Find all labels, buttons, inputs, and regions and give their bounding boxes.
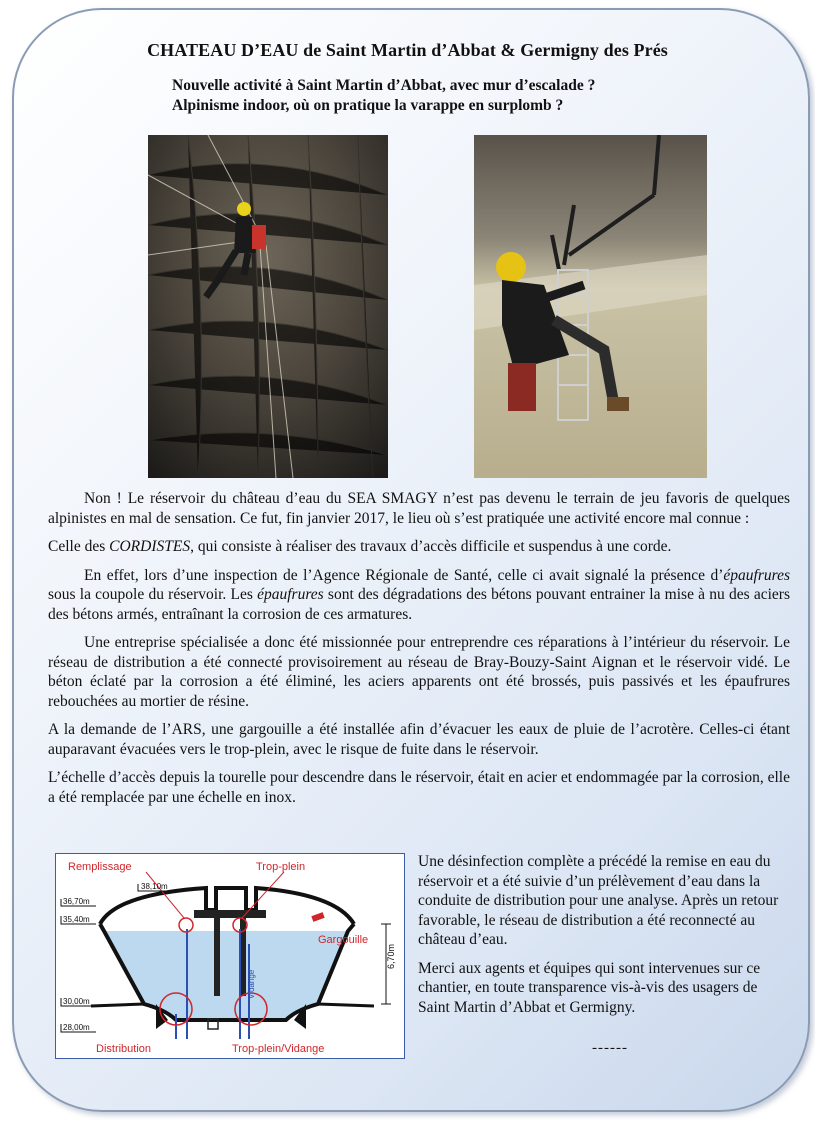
height-label: 6,70m — [386, 943, 396, 969]
trop-plein-label: Trop-plein — [256, 861, 306, 873]
photo-climber-ladder — [474, 135, 707, 478]
paragraph-2-c: sont des dégradations des bétons pouvant entrainer la mise à nu des aciers des bétons armés, entraînant la corrosion de ces armatures. — [48, 586, 790, 623]
paragraph-6: Une désinfection complète a précédé la remise en eau du réservoir et a été suivie d’un prélèvement d’eau dans la conduite de distribution pour une analyse. Après un retour favorable, le réseau de distribution a été reconnecté au château d’eau. — [418, 853, 779, 948]
epaufrures-emphasis-2: épaufrures — [257, 586, 324, 603]
remplissage-label: Remplissage — [68, 861, 132, 873]
paragraph-1b-pre: Celle des — [48, 538, 110, 555]
epaufrures-emphasis-1: épaufrures — [723, 566, 790, 584]
vidange-label: Vidange — [247, 969, 256, 999]
reservoir-diagram — [55, 853, 405, 1059]
level-36-70: 36,70m — [63, 897, 90, 906]
paragraph-3: Une entreprise spécialisée a donc été missionnée pour entreprendre ces réparations à l’intérieur du réservoir. Le réseau de distribution a été connecté provisoirement au réseau de Bray-Bouzy-Saint Aignan et le réservoir vidé. Le béton éclaté par la corrosion a été éliminé, les aciers apparents ont été brossés, puis passivés et les épaufrures rebouchées au mortier de résine. — [48, 634, 790, 710]
photo-climber-dome — [148, 135, 388, 478]
paragraph-1b-post: , qui consiste à réaliser des travaux d’accès difficile et suspendus à une corde. — [190, 538, 672, 555]
paragraph-2-b: sous la coupole du réservoir. Les — [48, 586, 258, 603]
page-title: CHATEAU D’EAU de Saint Martin d’Abbat & Germigny des Prés — [147, 40, 668, 60]
paragraph-2-a: En effet, lors d’une inspection de l’Agence Régionale de Santé, celle ci avait signalé la présence d’ — [84, 566, 724, 584]
closing-dashes: ------ — [592, 1040, 628, 1056]
paragraph-5: L’échelle d’accès depuis la tourelle pour descendre dans le réservoir, était en acier et endommagée par la corrosion, elle a été remplacée par une échelle en inox. — [48, 769, 790, 806]
article-body — [48, 489, 790, 816]
gargouille-label: Gargouille — [318, 934, 369, 946]
level-35-40: 35,40m — [63, 915, 90, 924]
page-subtitle — [172, 76, 595, 116]
paragraph-4: A la demande de l’ARS, une gargouille a été installée afin d’évacuer les eaux de pluie de l’acrotère. Celles-ci étant auparavant évacuées vers le trop-plein, avec le risque de fuite dans le réservoir. — [48, 721, 790, 758]
side-text — [418, 852, 790, 1026]
trop-plein-vidange-label: Trop-plein/Vidange — [232, 1043, 325, 1055]
level-28-00: 28,00m — [63, 1023, 90, 1032]
subtitle-line-2: Alpinisme indoor, où on pratique la varappe en surplomb ? — [172, 97, 564, 114]
level-38-10: 38,10m — [141, 882, 168, 891]
subtitle-line-1: Nouvelle activité à Saint Martin d’Abbat, avec mur d’escalade ? — [172, 77, 596, 94]
paragraph-1a: Non ! Le réservoir du château d’eau du SEA SMAGY n’est pas devenu le terrain de jeu favoris de quelques alpinistes en mal de sensation. Ce fut, fin janvier 2017, le lieu où s’est pratiquée une activité encore mal connue : — [48, 490, 790, 527]
paragraph-1b — [48, 537, 790, 557]
paragraph-7: Merci aux agents et équipes qui sont intervenues sur ce chantier, en toute transparence vis-à-vis des usagers de Saint Martin d’Abbat et Germigny. — [418, 959, 761, 1016]
level-30-00: 30,00m — [63, 997, 90, 1006]
paragraph-2 — [48, 566, 790, 625]
cordistes-emphasis: CORDISTES — [109, 538, 191, 555]
distribution-label: Distribution — [96, 1043, 152, 1055]
